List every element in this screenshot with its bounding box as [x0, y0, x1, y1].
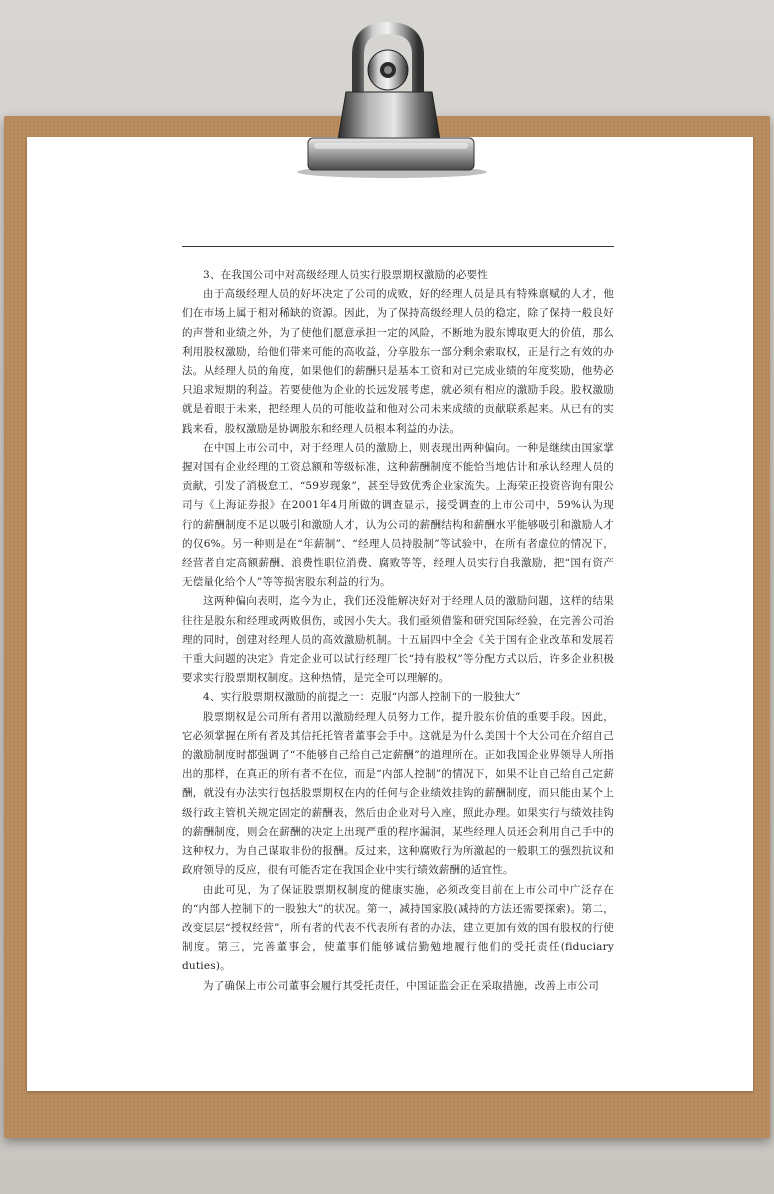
section-heading-3: 3、在我国公司中对高级经理人员实行股票期权激励的必要性	[203, 269, 489, 281]
paragraph: 为了确保上市公司董事会履行其受托责任，中国证监会正在采取措施，改善上市公司	[203, 979, 599, 992]
section-heading-4: 4、实行股票期权激励的前提之一：克服“内部人控制下的一股独大”	[203, 691, 521, 704]
paragraph: 由于高级经理人员的好坏决定了公司的成败，好的经理人员是具有特殊禀赋的人才，他们在市场上属于相对稀缺的资源。因此，为了保持高级经理人员的稳定，除了保持一般良好的声誉和业绩之外，为了使他们愿意承担一定的风险，不断地为股东博取更大的价值，那么利用股权激励，给他们带来可能的高收益，分享股东一部分剩余索取权，正是行之有效的办法。从经理人员的角度，如果他们的薪酬只是基本工资和对已完成业绩的年度奖励，他势必只追求短期的利益。若要使他为企业的长远发展考虑，就必须有相应的激励手段。股权激励就是着眼于未来，把经理人员的可能收益和他对公司未来成绩的贡献联系起来。从已有的实践来看，股权激励是协调股东和经理人员根本利益的办法。	[182, 288, 614, 435]
header-rule	[182, 246, 614, 247]
paragraph: 这两种偏向表明，迄今为止，我们还没能解决好对于经理人员的激励问题，这样的结果往往是股东和经理或两败俱伤，或因小失大。我们亟须借鉴和研究国际经验，在完善公司治理的同时，创建对经理人员的高效激励机制。十五届四中全会《关于国有企业改革和发展若干重大问题的决定》肯定企业可以试行经理厂长“持有股权”等分配方式以后，许多企业积极要求实行股票期权制度。这种热情，是完全可以理解的。	[182, 595, 614, 685]
paragraph: 股票期权是公司所有者用以激励经理人员努力工作，提升股东价值的重要手段。因此，它必须掌握在所有者及其信托托管者董事会手中。这就是为什么美国十个大公司在介绍自己的激励制度时都强调了“不能够自己给自己定薪酬”的道理所在。正如我国企业界领导人所指出的那样，在真正的所有者不在位，而是“内部人控制”的情况下，如果不让自己给自己定薪酬，就没有办法实行包括股票期权在内的任何与企业绩效挂钩的薪酬制度，而只能由某个上级行政主管机关规定固定的薪酬表，然后由企业对号入座，照此办理。如果实行与绩效挂钩的薪酬制度，则会在薪酬的决定上出现严重的程序漏洞，某些经理人员还会利用自己手中的这种权力，为自己谋取非份的报酬。反过来，这种腐败行为所激起的一般职工的强烈抗议和政府领导的反应，很有可能否定在我国企业中实行绩效薪酬的适宜性。	[182, 710, 614, 877]
document-body	[182, 266, 614, 996]
paragraph: 在中国上市公司中，对于经理人员的激励上，则表现出两种偏向。一种是继续由国家掌握对国有企业经理的工资总额和等级标准，这种薪酬制度不能恰当地估计和承认经理人员的贡献，引发了消极怠工、“59岁现象”，甚至导致优秀企业家流失。上海荣正投资咨询有限公司与《上海证券报》在2001年4月所做的调查显示，接受调查的上市公司中，59%认为现行的薪酬制度不足以吸引和激励人才，认为公司的薪酬结构和薪酬水平能够吸引和激励人才的仅6%。另一种则是在“年薪制”、“经理人员持股制”等试验中，在所有者虚位的情况下，经营者自定高额薪酬、浪费性职位消费、腐败等等，经理人员实行自我激励，把“国有资产无偿量化给个人”等等损害股东利益的行为。	[182, 441, 614, 589]
paragraph: 由此可见，为了保证股票期权制度的健康实施，必须改变目前在上市公司中广泛存在的“内部人控制下的一股独大”的状况。第一，减持国家股(减持的方法还需要探索)。第二，改变层层“授权经营”，所有者的代表不代表所有者的办法，建立更加有效的国有股权的行使制度。第三，完善董事会，使董事们能够诚信勤勉地履行他们的受托责任(fiduciary duties)。	[182, 883, 614, 973]
